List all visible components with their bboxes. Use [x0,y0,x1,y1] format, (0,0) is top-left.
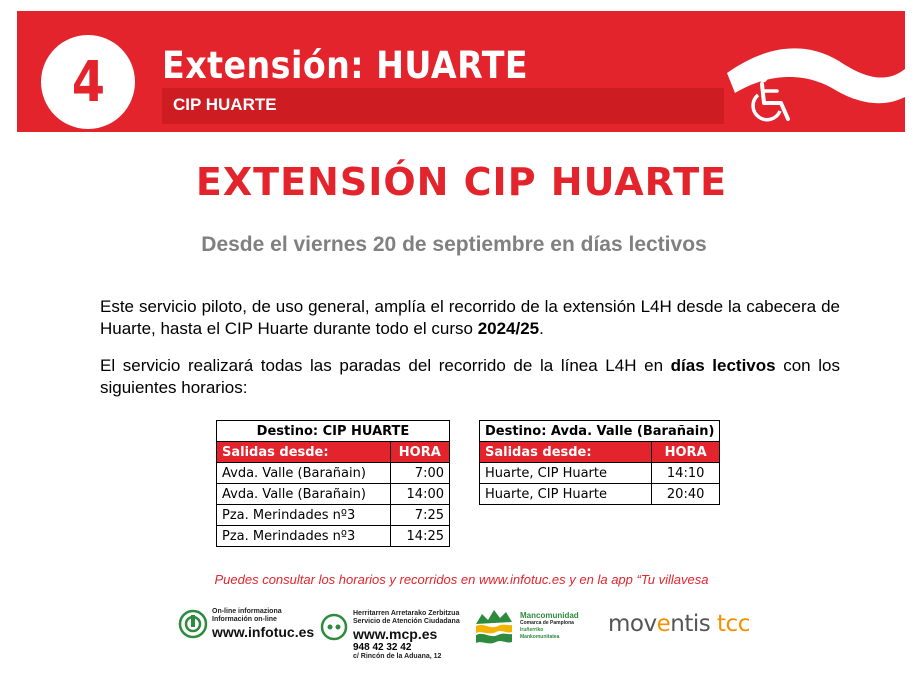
extension-title: Extensión: HUARTE [162,44,529,87]
header-time: HORA [651,442,720,463]
mcp-icon [320,612,348,642]
mancomunidad-logo: Mancomunidad Comarca de Pamplona Iruñerriko Mankomunitatea [474,606,579,646]
table-row: Avda. Valle (Barañain) 7:00 [217,463,450,484]
header-departures: Salidas desde: [217,442,391,463]
subtitle-label: CIP HUARTE [173,95,277,114]
header-departures: Salidas desde: [480,442,652,463]
info-note: Puedes consultar los horarios y recorridos en www.infotuc.es y en la app “Tu villavesa [214,572,709,587]
paragraph-intro: Este servicio piloto, de uso general, amplía el recorrido de la extensión L4H desde la cabecera de Huarte, hasta el CIP Huarte durante todo el curso 2024/25. [100,297,840,338]
infotuc-icon [178,609,208,639]
schedule-table-cip-huarte [216,420,450,547]
table-row: Huarte, CIP Huarte 14:10 [480,463,720,484]
date-subtitle: Desde el viernes 20 de septiembre en días lectivos [201,233,707,256]
subtitle-bar [162,88,724,124]
mcp-url[interactable]: www.mcp.es [353,626,438,642]
table-header-row [480,442,720,463]
infotuc-logo: On-line informaziona Información on-line www.infotuc.es [178,608,314,640]
schedule-table-avda-valle [479,420,720,505]
header-time: HORA [390,442,449,463]
table-row: Avda. Valle (Barañain) 14:00 [217,484,450,505]
line-number: 4 [71,49,105,115]
mcp-phone: 948 42 32 42 [353,642,412,653]
header-banner [17,11,905,132]
mcp-logo: Herritarren Arretarako Zerbitzua Servicio de Atención Ciudadana www.mcp.es 948 42 32 42 c/ Rincón de la Aduana, 12 [320,610,460,661]
mcp-address: c/ Rincón de la Aduana, 12 [353,653,442,660]
paragraph-service: El servicio realizará todas las paradas del recorrido de la línea L4H en días lectivos con los siguientes horarios: [100,356,840,397]
table-row: Pza. Merindades nº3 7:25 [217,505,450,526]
table-row: Pza. Merindades nº3 14:25 [217,526,450,547]
wheelchair-icon [749,73,797,125]
wave-decoration [717,11,905,132]
table-caption: Destino: CIP HUARTE [217,421,450,442]
line-number-badge [41,35,135,129]
table-row: Huarte, CIP Huarte 20:40 [480,484,720,505]
table-header-row [217,442,450,463]
infotuc-url[interactable]: www.infotuc.es [212,624,315,640]
table-caption: Destino: Avda. Valle (Barañain) [480,421,720,442]
moventis-logo: moventis tcc [608,611,750,637]
mancomunidad-icon [474,606,514,646]
main-title: EXTENSIÓN CIP HUARTE [195,160,728,204]
